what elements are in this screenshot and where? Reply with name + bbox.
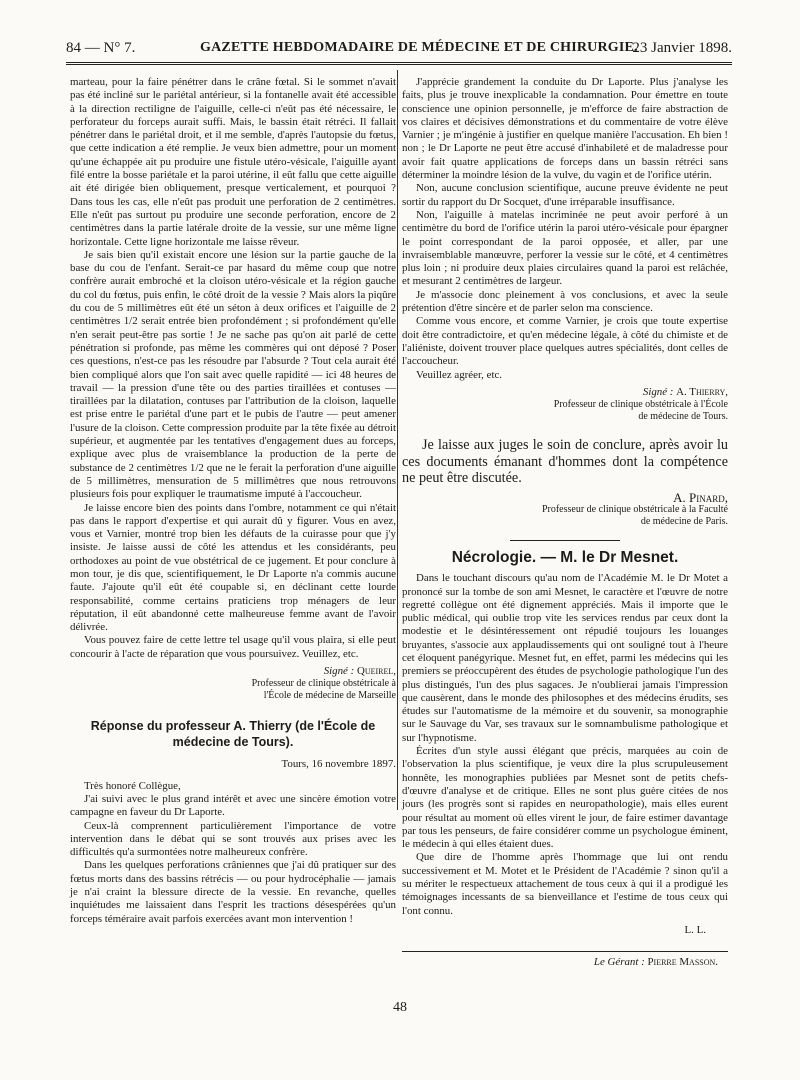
paragraph: Dans les quelques perforations crâniennes que j'ai dû pratiquer sur des fœtus morts dans des bassins rétrécis — ou pour hydrocéphalie — jamais je n'ai craint la blessure directe de la vessie. En revanche, quelles inquiétudes me laissaient dans l'esprit les tractions désespérées qu'un forceps téméraire avait parfois exercées avant mon intervention ! (70, 859, 396, 925)
header-rule (66, 62, 732, 63)
signature-affiliation: de médecine de Paris. (640, 515, 728, 527)
paragraph: Je sais bien qu'il existait encore une lésion sur la partie gauche de la base du cou de l'enfant. Serait-ce par hasard du même coup que notre confrère aurait embroché et la cloison utéro-vésicale et la région gauche du col du fœtus, puis enfin, le côté droit de la vessie ? Mais alors la piqûre du cou de 5 millimètres eût été un séton à deux orifices et l'aiguille de 2 centimètres 1/2 serait entrée bien profondément ; si profondément qu'elle n'en serait peut-être pas sortie ! Je ne sache pas qu'on ait parlé de cette pénétration si profonde, pas même les commères qui ont déposé ? Poser ces questions, n'est-ce pas les résoudre par l'absurde ? Tout cela aurait été bien compliqué alors que l'on sait avec quelle rapidité — ici 48 heures de travail — la pression d'une tête ou des parties tiraillées et contuses — tiraillées par la dilatation, contuses par l'attribution de la cloison, laquelle est prise entre le pariétal d'une part et le pubis de l'autre — peut amener l'usure de la cloison. Cette compression produite par la tête fixée au détroit supérieur, et augmentée par les tentatives d'engagement dues au forceps, explique avec plus de vraisemblance la production de la perte de substance de 2 centimètres 1/2 que ne le ferait la perforation d'une aiguille de 5 millimètres, mensuration de 5 millimètres que nous retrouvons plusieurs fois pour expliquer le traumatisme imputé à l'accoucheur. (70, 248, 396, 501)
journal-title: GAZETTE HEBDOMADAIRE DE MÉDECINE ET DE CHIRURGIE. (200, 40, 638, 55)
paragraph: Écrites d'un style aussi élégant que précis, marquées au coin de l'observation la plus scientifique, je veux dire la plus scrupuleusement honnête, les monographies publiées par Mesnet sont de petits chefs-d'œuvre d'analyse et de critique. Elles ne sont plus guère citées de nos jours (les progrès sont si rapides en neuropathologie), mais elles eurent pour résultat au moment où elles virent le jour, de faire estimer davantage par tous les penseurs, de faire considérer comme un psychologue éminent, le médecin à qui elles étaient dues. (402, 745, 728, 851)
gerant-label: Le Gérant : (593, 956, 645, 969)
publisher-line (402, 956, 728, 969)
signature-affiliation: Professeur de clinique obstétricale à la Faculté (541, 503, 728, 515)
section-separator (510, 540, 620, 541)
paragraph: J'apprécie grandement la conduite du Dr Laporte. Plus j'analyse les faits, plus je trouve inexplicable la condamnation. Pour émettre en toute conscience une opinion personnelle, je m'efforce de faire abstraction de vos claires et décisives démonstrations et du commentaire de votre élève Varnier ; je m'ingénie à justifier en quelque manière l'accusation. Eh bien ! non ; le Dr Laporte ne peut être accusé d'inhabileté et de maladresse pour avoir fait quatre applications de forceps dans un bassin rétréci sans déterminer la moindre lésion de la vulve, du vagin et de l'orifice utérin. (402, 76, 728, 182)
paragraph: Comme vous encore, et comme Varnier, je crois que toute expertise doit être contradictoire, et qu'en médecine légale, à côté du chimiste et de l'aliéniste, doivent trouver place quelques autres spécialités, dont celles de l'accoucheur. (402, 315, 728, 368)
left-column (70, 76, 396, 926)
place-date: Tours, 16 novembre 1897. (281, 758, 396, 771)
page-number: 48 (393, 1000, 407, 1015)
obituary-heading: Nécrologie. — M. le Dr Mesnet. (451, 548, 679, 566)
issue-date: 23 Janvier 1898. (632, 40, 732, 56)
paragraph: Je m'associe donc pleinement à vos conclusions, et avec la seule prétention d'être sincère et de parler selon ma conscience. (402, 288, 728, 315)
page-reference: 84 — N° 7. (66, 40, 136, 56)
signature-queirel (70, 665, 396, 678)
paragraph: Que dire de l'homme après l'hommage que lui ont rendu successivement et M. Motet et le Président de l'Académie ? sinon qu'il a su mériter le respectueux attachement de tous ceux à qui il a prodigué les témoignages incessants de sa bienveillance et l'estime de tous ceux qui l'ont connu. (402, 851, 728, 917)
header-rule-thin (66, 64, 732, 65)
signature-affiliation: de médecine de Tours. (638, 411, 728, 423)
signature-affiliation: Professeur de clinique obstétricale à (251, 678, 396, 690)
page-header (66, 40, 732, 60)
paragraph: marteau, pour la faire pénétrer dans le crâne fœtal. Si le sommet n'avait pas été incliné sur le pariétal antérieur, si la fontanelle avait été accessible à la direction rectiligne de l'aiguille, celle-ci n'eût pas été nécessaire, le perforateur du forceps aurait suffi. Mais, le bassin était rétréci. Il fallait pénétrer dans le pariétal droit, et il me semble, d'après l'autopsie du fœtus, que cette indication a été remplie. Je veux bien admettre, pour un moment qu'une échappée ait pu produire une fistule utéro-vésicale, l'aiguille ayant filé entre la bosse pariétale et la paroi utérine, il eût fallu que cette aiguille ait été dirigée bien obliquement, presque verticalement, et pourquoi ? Dans tous les cas, elle n'eût pas produit une perforation de 2 centimètres. Elle n'eût pas surtout pu produire une seconde perforation, encore de 2 centimètres dans la partie latérale droite de la vessie, sur une même ligne horizontale. Cette ligne horizontale me laisse rêveur. (70, 76, 396, 248)
right-column (402, 76, 728, 970)
editor-conclusion: Je laisse aux juges le soin de conclure, après avoir lu ces documents émanant d'hommes dont la compétence ne peut être discutée. (402, 437, 728, 487)
paragraph: Veuillez agréer, etc. (416, 368, 503, 381)
signature-name: A. Thierry, (676, 385, 728, 398)
signature-label: Signé : (323, 665, 355, 678)
paragraph: Vous pouvez faire de cette lettre tel usage qu'il vous plaira, si elle peut concourir à l'acte de réparation que vous poursuivez. Veuillez, etc. (70, 634, 396, 660)
signature-affiliation: Professeur de clinique obstétricale à l'École (553, 399, 728, 411)
column-divider (397, 70, 398, 810)
author-initials: L. L. (684, 923, 706, 936)
salutation: Très honoré Collègue, (84, 779, 181, 792)
paragraph: Dans le touchant discours qu'au nom de l'Académie M. le Dr Motet a prononcé sur la tombe de son ami Mesnet, le caractère et l'œuvre de notre regretté collègue ont été dignement appréciés. Mais il importe que le public médical, qui oublie trop vite les services rendus par ceux dont la modestie et le désintéressement ont répudié toujours les louanges bruyantes, s'associe aux applaudissements qui ont souligné tout à l'heure cet éloquent panégyrique. Mesnet fut, en effet, parmi les médecins qui les premiers se préoccupèrent des études de psychologie pathologique l'un des plus distingués, l'un des plus sagaces. Je n'oublierai jamais l'impression que causèrent, dans le monde des philosophes et des médecins érudits, ses études sur l'automatisme de la mémoire et du souvenir, sa monographie sur le Sauvage du Var, ses travaux sur le somnambulisme pathologique et sur l'hypnotisme. (402, 572, 728, 744)
signature-label: Signé : (642, 385, 674, 398)
signature-name: Queirel, (356, 665, 396, 678)
paragraph: Je laisse encore bien des points dans l'ombre, notamment ce qui n'était pas dans le rapport d'expertise et qui aurait dû y figurer. Vous en avez, vous et Varnier, montré trop bien les défauts de la cuirasse pour que j'y insiste. Je laisse aussi de côté les attendus et les considérants, peu orthodoxes au point de vue obstétrical de ce jugement. Et pour conclure à mon tour, je dis que, scientifiquement, le Dr Laporte n'a commis aucune faute. J'ajoute qu'il eût été coupable si, en déclinant cette lourde responsabilité, comme certains praticiens trop ménagers de leur réputation, il eût abandonné cette malheureuse femme avant de l'avoir délivrée. (70, 501, 396, 634)
paragraph: Non, l'aiguille à matelas incriminée ne peut avoir perforé à un centimètre du bord de l'orifice utérin la paroi utéro-vésicale pour épargner le point correspondant de la paroi opposée, et aller, par une invraisemblable manœuvre, perforer la vessie sur le côté, et 4 centimètres plus loin ; ni produire deux plaies circulaires quand la paroi est relâchée, et mesurant 2 centimètres de largeur. (402, 208, 728, 288)
paragraph: J'ai suivi avec le plus grand intérêt et avec une sincère émotion votre campagne en faveur du Dr Laporte. (70, 792, 396, 819)
paragraph: Non, aucune conclusion scientifique, aucune preuve évidente ne peut sortir du rapport du Dr Socquet, d'une irréparable insuffisance. (402, 182, 728, 208)
section-heading: Réponse du professeur A. Thierry (de l'École de médecine de Tours). (90, 719, 376, 750)
signature-affiliation: l'École de médecine de Marseille (263, 690, 396, 702)
signature-pinard: A. Pinard, (673, 489, 728, 505)
signature-thierry (402, 386, 728, 399)
gerant-name: Pierre Masson. (647, 956, 718, 969)
footer-rule (402, 951, 728, 952)
paragraph: Ceux-là comprennent particulièrement l'importance de votre intervention dans le débat qui se sont trouvés aux prises avec les difficultés qu'a surmontées notre malheureux confrère. (70, 819, 396, 859)
